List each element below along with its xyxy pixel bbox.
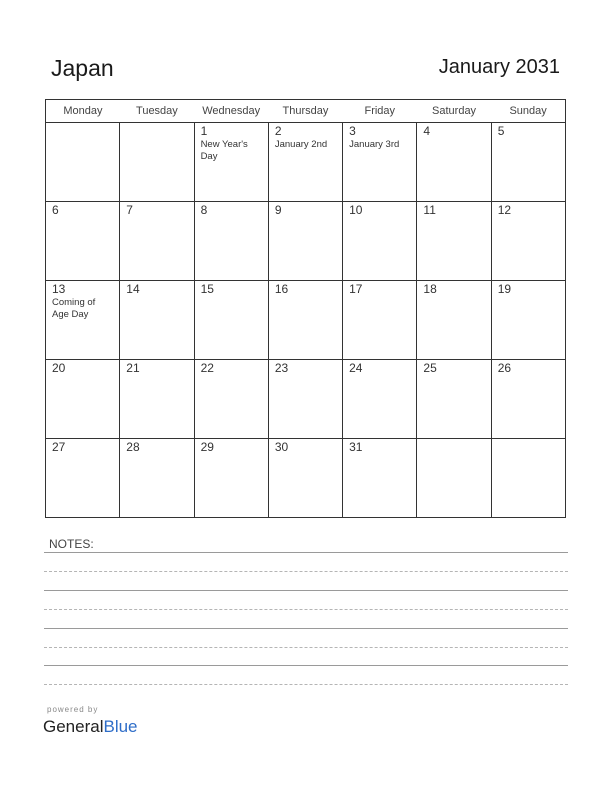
weekday-header: Wednesday (194, 100, 268, 123)
note-line (44, 590, 568, 591)
day-cell (343, 281, 417, 360)
day-number: 18 (423, 282, 437, 296)
day-cell (417, 360, 491, 439)
weekday-header: Sunday (491, 100, 565, 123)
day-number: 8 (200, 203, 208, 217)
weekday-header-row (46, 100, 566, 123)
generalblue-logo[interactable] (43, 717, 138, 737)
day-number: 3 (349, 124, 356, 138)
day-number: 1 (200, 124, 208, 138)
day-number: 30 (274, 440, 289, 454)
day-number: 5 (497, 124, 505, 138)
day-number: 15 (200, 282, 214, 296)
day-cell (194, 439, 268, 518)
brand-blue-text: Blue (103, 717, 138, 736)
day-cell (491, 123, 565, 202)
day-cell (46, 281, 120, 360)
day-number: 21 (126, 361, 140, 375)
day-cell (491, 281, 565, 360)
day-number: 10 (349, 203, 363, 217)
day-cell (46, 123, 120, 202)
day-number: 24 (349, 361, 363, 375)
day-cell (46, 439, 120, 518)
day-cell (491, 439, 565, 518)
day-cell (417, 202, 491, 281)
note-line (44, 609, 568, 610)
day-cell (120, 123, 194, 202)
note-line (44, 684, 568, 685)
weekday-header: Saturday (417, 100, 491, 123)
day-cell (417, 123, 491, 202)
day-number: 27 (52, 440, 66, 454)
day-cell (46, 360, 120, 439)
day-number: 6 (52, 203, 59, 217)
day-cell (120, 281, 194, 360)
note-line (44, 628, 568, 629)
day-number: 29 (200, 440, 214, 454)
day-number: 14 (126, 282, 140, 296)
day-cell (194, 281, 268, 360)
day-number: 25 (423, 361, 437, 375)
day-cell (120, 439, 194, 518)
day-cell (417, 281, 491, 360)
day-cell (268, 281, 342, 360)
day-cell (120, 360, 194, 439)
note-line (44, 571, 568, 572)
calendar-grid (45, 99, 566, 518)
calendar-body (46, 123, 566, 518)
month-year-title: January 2031 (438, 56, 560, 78)
country-title: Japan (51, 55, 114, 81)
day-cell (343, 202, 417, 281)
day-number: 4 (423, 124, 431, 138)
day-cell (491, 202, 565, 281)
week-row (46, 123, 566, 202)
day-cell (417, 439, 491, 518)
holiday-label: New Year's Day (200, 139, 248, 162)
day-number: 26 (497, 361, 512, 375)
day-cell (343, 123, 417, 202)
day-cell (343, 439, 417, 518)
day-cell (194, 202, 268, 281)
note-line (44, 552, 568, 553)
weekday-header: Tuesday (120, 100, 194, 123)
day-number: 28 (126, 440, 140, 454)
day-cell (268, 439, 342, 518)
day-number: 9 (274, 203, 282, 217)
weekday-header: Friday (343, 100, 417, 123)
day-cell (46, 202, 120, 281)
holiday-label: January 2nd (274, 139, 328, 150)
week-row (46, 360, 566, 439)
day-number: 17 (349, 282, 363, 296)
week-row (46, 202, 566, 281)
day-cell (491, 360, 565, 439)
day-number: 2 (274, 124, 282, 138)
notes-label: NOTES: (49, 537, 94, 551)
week-row (46, 439, 566, 518)
weekday-header: Thursday (268, 100, 342, 123)
day-number: 20 (52, 361, 66, 375)
note-line (44, 665, 568, 666)
day-number: 22 (200, 361, 214, 375)
day-number: 11 (423, 203, 436, 217)
day-cell (194, 360, 268, 439)
day-number: 23 (274, 361, 289, 375)
day-number: 7 (126, 203, 133, 217)
day-number: 13 (52, 282, 66, 296)
note-line (44, 647, 568, 648)
day-number: 16 (274, 282, 289, 296)
day-cell (194, 123, 268, 202)
day-number: 19 (497, 282, 512, 296)
holiday-label: January 3rd (349, 139, 400, 150)
day-number: 12 (497, 203, 512, 217)
day-cell (120, 202, 194, 281)
day-cell (268, 360, 342, 439)
holiday-label: Coming of Age Day (52, 297, 96, 320)
brand-general-text: General (43, 717, 104, 736)
week-row (46, 281, 566, 360)
day-cell (268, 202, 342, 281)
powered-by-text: powered by (47, 705, 99, 714)
weekday-header: Monday (46, 100, 120, 123)
day-cell (268, 123, 342, 202)
day-cell (343, 360, 417, 439)
day-number: 31 (349, 440, 363, 454)
